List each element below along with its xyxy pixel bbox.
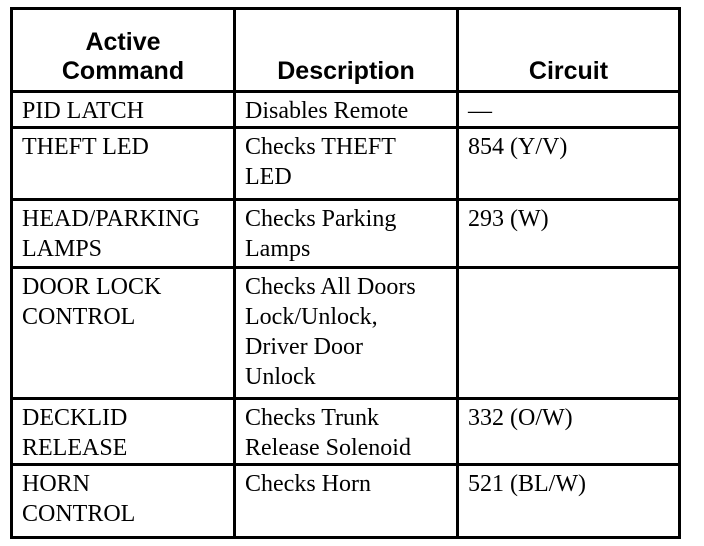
cell-text: — (468, 98, 492, 124)
command-cell (12, 128, 235, 200)
cell-text: LED (245, 164, 292, 190)
command-cell (12, 399, 235, 465)
description-cell (235, 92, 458, 128)
table-row (12, 128, 680, 200)
description-cell (235, 268, 458, 399)
header-text: Circuit (528, 57, 609, 85)
command-cell (12, 92, 235, 128)
command-cell (12, 200, 235, 268)
header-text: Active (85, 28, 161, 56)
cell-text: DECKLID (22, 405, 128, 431)
cell-text: Unlock (245, 364, 316, 390)
header-circuit (458, 9, 680, 92)
circuit-cell (458, 399, 680, 465)
table-row (12, 200, 680, 268)
cell-text: 332 (O/W) (468, 405, 573, 431)
circuit-cell (458, 128, 680, 200)
cell-text: Lock/Unlock, (245, 304, 378, 330)
cell-text: Checks All Doors (245, 274, 416, 300)
cell-text: Checks THEFT (245, 134, 396, 160)
table-row (12, 268, 680, 399)
active-command-table (10, 7, 681, 539)
cell-text: 854 (Y/V) (468, 134, 568, 160)
cell-text: Release Solenoid (245, 435, 411, 461)
cell-text: HEAD/PARKING (22, 206, 200, 232)
header-active-command (12, 9, 235, 92)
description-cell (235, 128, 458, 200)
cell-text: HORN (22, 471, 91, 497)
circuit-cell (458, 268, 680, 399)
cell-text: DOOR LOCK (22, 274, 162, 300)
cell-text: 293 (W) (468, 206, 549, 232)
header-description (235, 9, 458, 92)
cell-text: PID LATCH (22, 98, 145, 124)
description-cell (235, 200, 458, 268)
cell-text: Checks Parking (245, 206, 397, 232)
header-text: Description (277, 57, 415, 85)
command-cell (12, 465, 235, 538)
circuit-cell (458, 200, 680, 268)
circuit-cell (458, 92, 680, 128)
cell-text: LAMPS (22, 236, 103, 262)
table-row (12, 465, 680, 538)
cell-text: Checks Trunk (245, 405, 380, 431)
cell-text: RELEASE (22, 435, 128, 461)
cell-text: THEFT LED (22, 134, 149, 160)
command-cell (12, 268, 235, 399)
header-text: Command (61, 57, 185, 85)
cell-text: Checks Horn (245, 471, 371, 497)
cell-text: CONTROL (22, 304, 136, 330)
description-cell (235, 465, 458, 538)
cell-text: Driver Door (245, 334, 363, 360)
description-cell (235, 399, 458, 465)
table-row (12, 399, 680, 465)
table-row (12, 92, 680, 128)
cell-text: Lamps (245, 236, 311, 262)
cell-text: 521 (BL/W) (468, 471, 586, 497)
header-row (12, 9, 680, 92)
circuit-cell (458, 465, 680, 538)
cell-text: Disables Remote (245, 98, 409, 124)
cell-text: CONTROL (22, 501, 136, 527)
